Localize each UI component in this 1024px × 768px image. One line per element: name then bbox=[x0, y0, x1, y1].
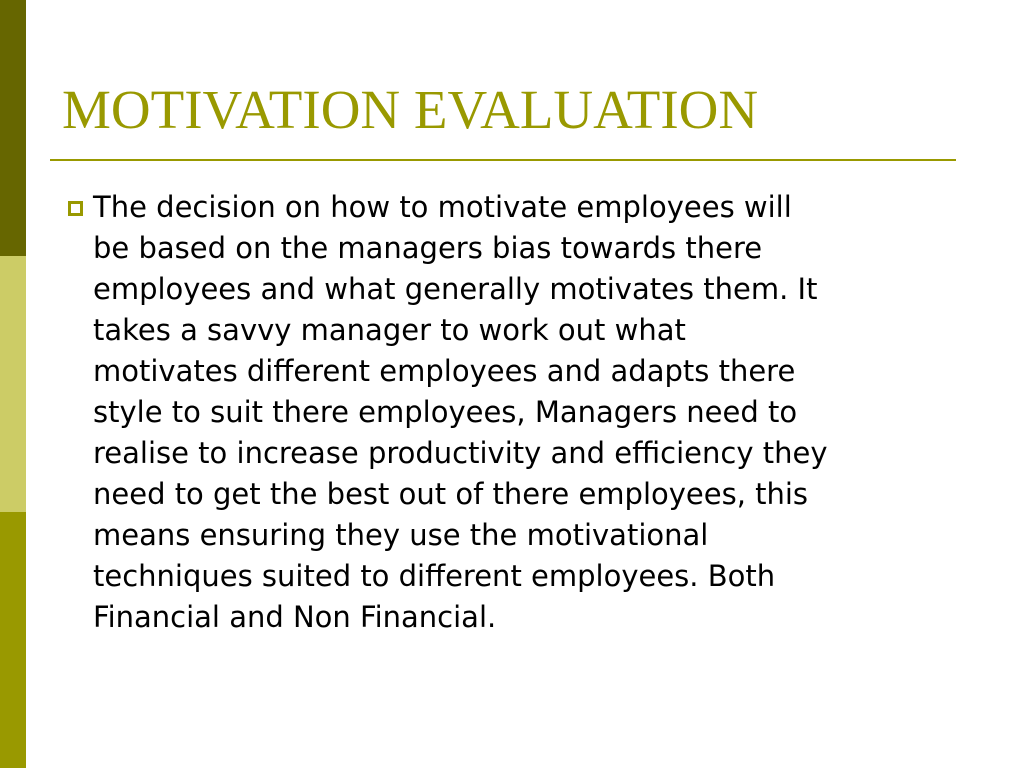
bullet-text bbox=[93, 187, 973, 638]
side-bar-middle bbox=[0, 256, 26, 512]
text-line: realise to increase productivity and efficiency they bbox=[93, 436, 828, 470]
hollow-square-bullet-icon bbox=[68, 201, 83, 216]
text-line: motivates different employees and adapts there bbox=[93, 354, 796, 388]
title-underline bbox=[50, 159, 956, 161]
text-line: means ensuring they use the motivational bbox=[93, 518, 709, 552]
text-line: be based on the managers bias towards there bbox=[93, 231, 763, 265]
side-bar-bottom bbox=[0, 512, 26, 768]
text-line: employees and what generally motivates them. It bbox=[93, 272, 818, 306]
text-line: style to suit there employees, Managers need to bbox=[93, 395, 798, 429]
slide-title: MOTIVATION EVALUATION bbox=[62, 79, 759, 140]
text-line: Financial and Non Financial. bbox=[93, 600, 497, 634]
text-line: need to get the best out of there employees, this bbox=[93, 477, 809, 511]
text-line: techniques suited to different employees. Both bbox=[93, 559, 776, 593]
text-line: takes a savvy manager to work out what bbox=[93, 313, 686, 347]
text-line: The decision on how to motivate employees will bbox=[93, 190, 792, 224]
side-bar-top bbox=[0, 0, 26, 256]
